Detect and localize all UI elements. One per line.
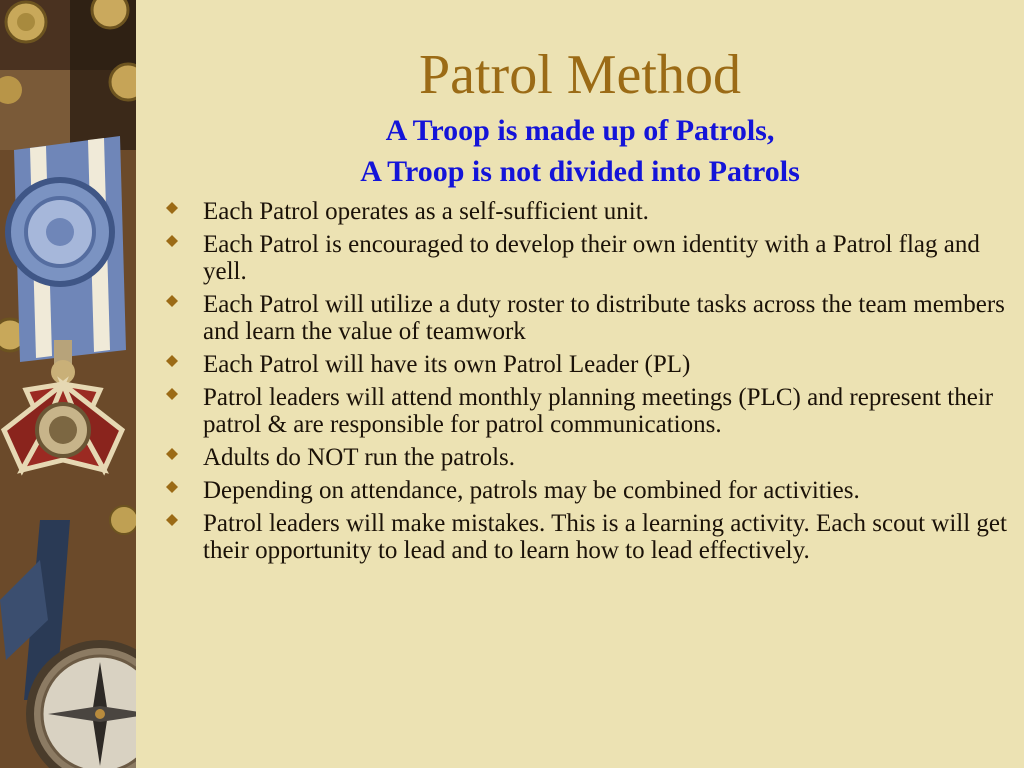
bullet-text: Adults do NOT run the patrols. bbox=[203, 444, 516, 471]
bullet-text: Each Patrol will utilize a duty roster to distribute tasks across the team members and learn the value of teamwork bbox=[203, 291, 1005, 345]
diamond-bullet-icon bbox=[166, 448, 178, 460]
bullet-item bbox=[160, 510, 1010, 564]
slide-subtitle-line-2: A Troop is not divided into Patrols bbox=[360, 155, 800, 188]
bullet-text: Each Patrol is encouraged to develop their own identity with a Patrol flag and yell. bbox=[203, 231, 980, 285]
diamond-bullet-icon bbox=[166, 481, 178, 493]
ribbon-rosette-icon bbox=[8, 136, 126, 362]
bullet-item bbox=[160, 384, 1010, 438]
bullet-item bbox=[160, 198, 1010, 225]
bullet-item bbox=[160, 351, 1010, 378]
medal-collage-illustration bbox=[0, 0, 136, 768]
diamond-bullet-icon bbox=[166, 235, 178, 247]
slide-subtitle-line-1: A Troop is made up of Patrols, bbox=[385, 114, 775, 147]
diamond-bullet-icon bbox=[166, 514, 178, 526]
diamond-bullet-icon bbox=[166, 388, 178, 400]
bullet-text: Patrol leaders will make mistakes. This is a learning activity. Each scout will get their opportunity to lead and to learn how to lead effectively. bbox=[203, 510, 1007, 564]
diamond-bullet-icon bbox=[166, 295, 178, 307]
bullet-item bbox=[160, 291, 1010, 345]
bullet-item bbox=[160, 231, 1010, 285]
bullet-item bbox=[160, 477, 1010, 504]
side-decorative-image bbox=[0, 0, 136, 768]
bullet-text: Depending on attendance, patrols may be combined for activities. bbox=[203, 477, 860, 504]
bullet-text: Each Patrol will have its own Patrol Leader (PL) bbox=[203, 351, 691, 378]
bullet-text: Patrol leaders will attend monthly planning meetings (PLC) and represent their patrol & are responsible for patrol communications. bbox=[203, 384, 994, 438]
diamond-bullet-icon bbox=[166, 355, 178, 367]
bullet-list bbox=[160, 198, 1010, 570]
diamond-bullet-icon bbox=[166, 202, 178, 214]
bullet-item bbox=[160, 444, 1010, 471]
bullet-text: Each Patrol operates as a self-sufficient unit. bbox=[203, 198, 649, 225]
slide-title: Patrol Method bbox=[419, 44, 741, 106]
